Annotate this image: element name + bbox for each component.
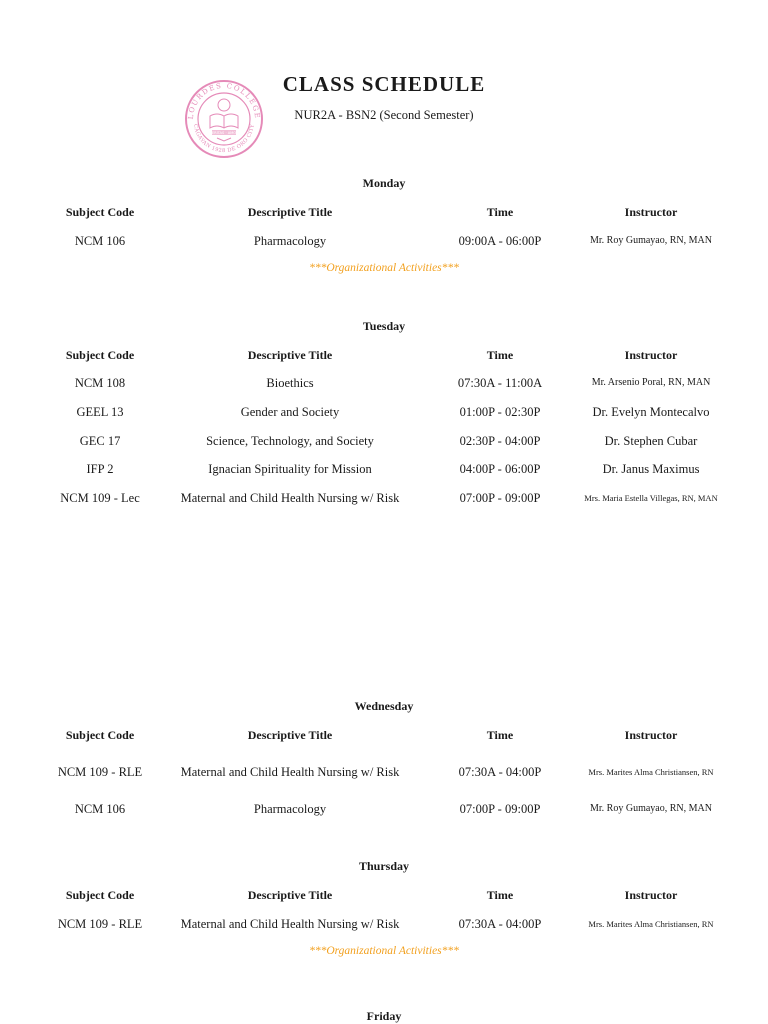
day-heading-monday: Monday <box>362 176 406 190</box>
col-header-subject-code: Subject Code <box>65 205 135 219</box>
time: 07:00P - 09:00P <box>459 802 541 816</box>
day-heading-friday: Friday <box>366 1009 402 1023</box>
col-header-subject-code: Subject Code <box>65 888 135 902</box>
time: 07:00P - 09:00P <box>459 491 541 505</box>
descriptive-title: Science, Technology, and Society <box>206 434 374 448</box>
descriptive-title: Pharmacology <box>253 234 327 248</box>
table-header-row <box>0 885 768 905</box>
instructor: Mrs. Maria Estella Villegas, RN, MAN <box>584 493 718 503</box>
table-row <box>0 373 768 393</box>
col-header-time: Time <box>486 205 514 219</box>
table-row <box>0 231 768 251</box>
col-header-instructor: Instructor <box>624 728 678 742</box>
col-header-time: Time <box>486 348 514 362</box>
time: 01:00P - 02:30P <box>459 405 541 419</box>
table-row <box>0 799 768 819</box>
instructor: Mr. Arsenio Poral, RN, MAN <box>591 377 711 388</box>
instructor: Dr. Stephen Cubar <box>604 434 698 448</box>
subject-code: NCM 106 <box>74 802 126 816</box>
col-header-instructor: Instructor <box>624 205 678 219</box>
subject-code: IFP 2 <box>86 462 114 476</box>
day-heading-thursday: Thursday <box>358 859 410 873</box>
page-subtitle: NUR2A - BSN2 (Second Semester) <box>294 108 474 122</box>
subject-code: NCM 109 - RLE <box>57 765 143 779</box>
table-row <box>0 459 768 479</box>
organizational-activities-note: ***Organizational Activities*** <box>309 262 459 274</box>
col-header-descriptive-title: Descriptive Title <box>247 888 333 902</box>
time: 09:00A - 06:00P <box>458 234 542 248</box>
svg-text:CAGAYAN 1928 DE ORO CITY: CAGAYAN 1928 DE ORO CITY <box>192 123 256 155</box>
subject-code: NCM 109 - RLE <box>57 917 143 931</box>
subject-code: NCM 106 <box>74 234 126 248</box>
col-header-descriptive-title: Descriptive Title <box>247 348 333 362</box>
instructor: Mr. Roy Gumayao, RN, MAN <box>590 235 712 246</box>
col-header-subject-code: Subject Code <box>65 348 135 362</box>
subject-code: GEEL 13 <box>76 405 124 419</box>
col-header-time: Time <box>486 888 514 902</box>
descriptive-title: Gender and Society <box>240 405 340 419</box>
subject-code: GEC 17 <box>79 434 121 448</box>
descriptive-title: Maternal and Child Health Nursing w/ Risk <box>180 765 400 779</box>
table-row <box>0 431 768 451</box>
organizational-activities-note: ***Organizational Activities*** <box>309 945 459 957</box>
descriptive-title: Maternal and Child Health Nursing w/ Risk <box>180 491 400 505</box>
table-header-row <box>0 202 768 222</box>
table-row <box>0 762 768 782</box>
svg-text:VERITAS · AMOR: VERITAS · AMOR <box>209 131 239 136</box>
col-header-descriptive-title: Descriptive Title <box>247 205 333 219</box>
table-row <box>0 402 768 422</box>
col-header-time: Time <box>486 728 514 742</box>
descriptive-title: Bioethics <box>266 376 314 390</box>
time: 07:30A - 04:00P <box>458 765 542 779</box>
col-header-descriptive-title: Descriptive Title <box>247 728 333 742</box>
page-title: CLASS SCHEDULE <box>282 72 486 96</box>
subject-code: NCM 108 <box>74 376 126 390</box>
day-heading-wednesday: Wednesday <box>354 699 414 713</box>
col-header-instructor: Instructor <box>624 348 678 362</box>
table-row <box>0 914 768 934</box>
instructor: Mrs. Marites Alma Christiansen, RN <box>588 767 714 777</box>
table-row <box>0 488 768 508</box>
subject-code: NCM 109 - Lec <box>60 491 140 505</box>
time: 07:30A - 04:00P <box>458 917 542 931</box>
col-header-instructor: Instructor <box>624 888 678 902</box>
instructor: Dr. Janus Maximus <box>602 462 700 476</box>
time: 04:00P - 06:00P <box>459 462 541 476</box>
svg-text:LOURDES COLLEGE: LOURDES COLLEGE <box>186 81 262 120</box>
descriptive-title: Ignacian Spirituality for Mission <box>208 462 372 476</box>
instructor: Mr. Roy Gumayao, RN, MAN <box>590 803 712 814</box>
col-header-subject-code: Subject Code <box>65 728 135 742</box>
descriptive-title: Pharmacology <box>253 802 327 816</box>
time: 02:30P - 04:00P <box>459 434 541 448</box>
day-heading-tuesday: Tuesday <box>362 319 406 333</box>
descriptive-title: Maternal and Child Health Nursing w/ Risk <box>180 917 400 931</box>
table-header-row <box>0 725 768 745</box>
instructor: Mrs. Marites Alma Christiansen, RN <box>588 919 714 929</box>
time: 07:30A - 11:00A <box>457 376 543 390</box>
instructor: Dr. Evelyn Montecalvo <box>592 405 710 419</box>
table-header-row <box>0 345 768 365</box>
